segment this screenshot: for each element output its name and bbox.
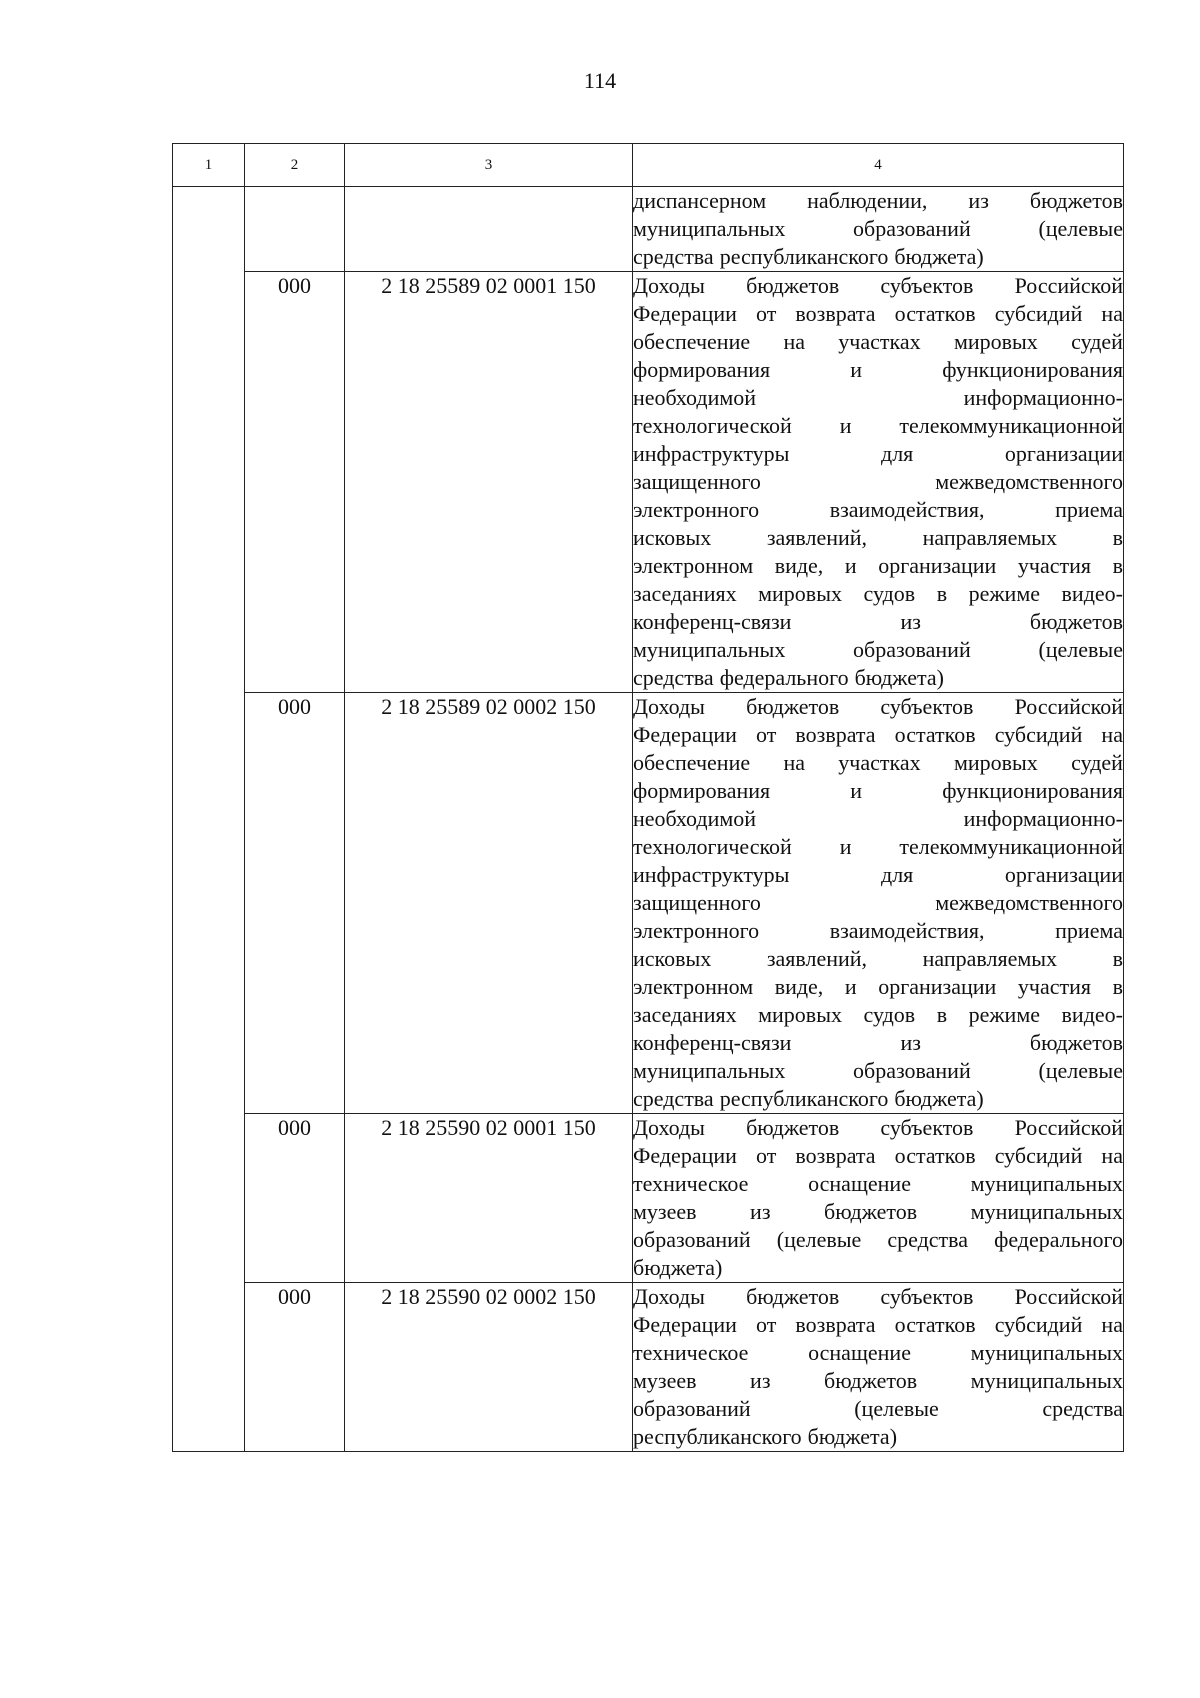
description-word: технологической: [633, 834, 792, 859]
description-word: средства: [633, 1086, 714, 1111]
description-word: средства: [887, 1227, 969, 1252]
description-line: [633, 1114, 1123, 1142]
description-word: образований: [853, 637, 971, 662]
description-line: [633, 1311, 1123, 1339]
description-word: заявлений,: [766, 946, 868, 971]
description-word: для: [881, 441, 914, 466]
description-word: от: [755, 301, 777, 326]
description-word: от: [755, 1312, 777, 1337]
description-line: [633, 1395, 1123, 1423]
description-word: и: [850, 778, 863, 803]
description-line: [633, 1254, 1123, 1282]
description-word: электронном: [633, 553, 754, 578]
column-header-2: 2: [245, 144, 345, 187]
table-row: [173, 187, 1124, 272]
description-word: муниципальных: [633, 637, 786, 662]
description-line: [633, 945, 1123, 973]
description-word: возврата: [795, 1143, 876, 1168]
description-word: остатков: [894, 1143, 976, 1168]
description-word: техническое: [633, 1171, 749, 1196]
description-word: муниципальных: [633, 216, 786, 241]
description-word: технологической: [633, 413, 792, 438]
description-word: формирования: [633, 357, 771, 382]
description-line: [633, 1142, 1123, 1170]
description-word: судов: [863, 581, 916, 606]
description-word: (целевые: [776, 1227, 862, 1252]
description-word: мировых: [758, 1002, 842, 1027]
revenue-code-cell: 2 18 25590 02 0002 150: [345, 1283, 633, 1452]
description-word: от: [755, 1143, 777, 1168]
column-header-1: 1: [173, 144, 245, 187]
description-word: функционирования: [942, 357, 1123, 382]
description-word: Доходы: [633, 273, 705, 298]
description-word: субъектов: [880, 273, 974, 298]
description-word: формирования: [633, 778, 771, 803]
description-word: видео-: [1061, 581, 1123, 606]
description-word: (целевые: [854, 1396, 939, 1421]
description-word: участках: [838, 329, 921, 354]
description-word: субсидий: [994, 1143, 1083, 1168]
description-word: и: [850, 357, 863, 382]
description-word: информационно-: [963, 806, 1123, 831]
description-word: музеев: [633, 1199, 697, 1224]
description-word: информационно-: [963, 385, 1123, 410]
description-word: в: [1112, 553, 1123, 578]
description-line: [633, 524, 1123, 552]
description-word: бюджета): [807, 1424, 898, 1449]
description-line: [633, 917, 1123, 945]
description-line: [633, 1198, 1123, 1226]
description-word: и: [839, 834, 852, 859]
description-word: режиме: [968, 581, 1041, 606]
description-word: федерального: [994, 1227, 1123, 1252]
description-word: межведомственного: [935, 890, 1123, 915]
description-word: остатков: [894, 1312, 976, 1337]
description-line: [633, 552, 1123, 580]
description-word: бюджета): [894, 244, 984, 269]
description-line: [633, 1226, 1123, 1254]
description-word: субъектов: [880, 1284, 974, 1309]
description-line: [633, 356, 1123, 384]
description-word: заседаниях: [633, 581, 737, 606]
description-word: участия: [1017, 974, 1092, 999]
description-line: [633, 1029, 1123, 1057]
description-word: направляемых: [922, 946, 1058, 971]
description-word: образований: [853, 1058, 971, 1083]
description-word: для: [881, 862, 914, 887]
description-line: [633, 1001, 1123, 1029]
description-word: судов: [863, 1002, 916, 1027]
description-word: Федерации: [633, 1143, 737, 1168]
description-word: федерального: [719, 665, 849, 690]
description-word: участия: [1017, 553, 1092, 578]
description-word: образований: [853, 216, 971, 241]
description-line: [633, 300, 1123, 328]
description-word: возврата: [795, 722, 876, 747]
description-word: возврата: [795, 301, 876, 326]
description-word: Российской: [1014, 273, 1123, 298]
description-word: защищенного: [633, 469, 761, 494]
description-word: Федерации: [633, 301, 737, 326]
description-word: из: [900, 1030, 921, 1055]
description-line: [633, 1367, 1123, 1395]
description-word: Доходы: [633, 694, 705, 719]
description-word: электронного: [633, 918, 760, 943]
description-word: на: [1101, 1143, 1123, 1168]
description-word: (целевые: [1038, 216, 1123, 241]
description-line: [633, 580, 1123, 608]
description-word: республиканского: [719, 244, 889, 269]
description-word: организации: [1004, 862, 1123, 887]
description-word: Российской: [1014, 694, 1123, 719]
description-word: муниципальных: [970, 1199, 1123, 1224]
description-cell: [633, 187, 1124, 272]
description-line: [633, 1423, 1123, 1451]
table-row: [173, 1114, 1124, 1283]
description-word: Федерации: [633, 722, 737, 747]
description-word: бюджетов: [1029, 1030, 1123, 1055]
revenue-code-cell: 2 18 25590 02 0001 150: [345, 1114, 633, 1283]
description-word: на: [783, 329, 805, 354]
description-line: [633, 187, 1123, 215]
description-line: [633, 777, 1123, 805]
description-line: [633, 272, 1123, 300]
description-word: остатков: [894, 722, 976, 747]
description-line: [633, 721, 1123, 749]
description-word: приема: [1055, 918, 1123, 943]
description-word: организации: [1004, 441, 1123, 466]
description-word: оснащение: [808, 1171, 911, 1196]
description-word: исковых: [633, 946, 712, 971]
description-word: конференц-связи: [633, 1030, 792, 1055]
description-word: субсидий: [994, 1312, 1083, 1337]
description-word: из: [750, 1368, 771, 1393]
description-line: [633, 215, 1123, 243]
description-line: [633, 1057, 1123, 1085]
description-word: взаимодействия,: [829, 918, 985, 943]
description-word: направляемых: [922, 525, 1058, 550]
description-word: телекоммуникационной: [899, 413, 1123, 438]
description-word: муниципальных: [970, 1340, 1123, 1365]
description-word: видео-: [1061, 1002, 1123, 1027]
admin-code-cell: 000: [245, 272, 345, 693]
description-word: техническое: [633, 1340, 749, 1365]
description-word: заявлений,: [766, 525, 868, 550]
description-word: мировых: [953, 329, 1038, 354]
description-word: средства: [633, 244, 714, 269]
description-word: республиканского: [719, 1086, 889, 1111]
description-word: субъектов: [880, 694, 974, 719]
description-word: функционирования: [942, 778, 1123, 803]
description-word: оснащение: [808, 1340, 911, 1365]
description-word: (целевые: [1038, 637, 1123, 662]
description-word: на: [1101, 722, 1123, 747]
description-word: в: [1112, 525, 1123, 550]
description-word: виде,: [774, 553, 824, 578]
description-line: [633, 384, 1123, 412]
description-line: [633, 1283, 1123, 1311]
description-word: и: [844, 553, 857, 578]
description-word: Доходы: [633, 1284, 705, 1309]
description-cell: [633, 693, 1124, 1114]
description-word: муниципальных: [970, 1171, 1123, 1196]
description-cell: [633, 272, 1124, 693]
description-word: возврата: [795, 1312, 876, 1337]
description-word: межведомственного: [935, 469, 1123, 494]
description-line: [633, 973, 1123, 1001]
description-word: исковых: [633, 525, 712, 550]
description-line: [633, 468, 1123, 496]
description-word: режиме: [968, 1002, 1041, 1027]
table-body: [173, 187, 1124, 1452]
description-line: [633, 243, 1123, 271]
description-word: в: [1112, 974, 1123, 999]
description-line: [633, 805, 1123, 833]
description-word: субсидий: [994, 722, 1083, 747]
description-word: конференц-связи: [633, 609, 792, 634]
description-word: бюджета): [894, 1086, 984, 1111]
description-word: бюджетов: [1029, 609, 1123, 634]
description-word: обеспечение: [633, 750, 751, 775]
description-word: и: [844, 974, 857, 999]
description-line: [633, 496, 1123, 524]
description-word: бюджета): [854, 665, 944, 690]
description-word: мировых: [758, 581, 842, 606]
page-number: 114: [583, 68, 617, 93]
description-word: бюджетов: [824, 1199, 918, 1224]
description-word: наблюдении,: [807, 188, 928, 213]
description-word: (целевые: [1038, 1058, 1123, 1083]
revenue-code-cell: [345, 187, 633, 272]
description-word: образований: [633, 1396, 751, 1421]
description-line: [633, 608, 1123, 636]
description-word: электронного: [633, 497, 760, 522]
description-word: бюджетов: [824, 1368, 918, 1393]
description-word: необходимой: [633, 806, 757, 831]
description-word: из: [750, 1199, 771, 1224]
admin-code-cell: 000: [245, 693, 345, 1114]
column-header-3: 3: [345, 144, 633, 187]
description-word: субсидий: [994, 301, 1083, 326]
description-word: Доходы: [633, 1115, 705, 1140]
admin-code-cell: 000: [245, 1283, 345, 1452]
table-header-row: [173, 144, 1124, 187]
admin-code-cell: [245, 187, 345, 272]
description-word: инфраструктуры: [633, 862, 790, 887]
description-word: судей: [1071, 329, 1123, 354]
description-word: муниципальных: [633, 1058, 786, 1083]
description-line: [633, 664, 1123, 692]
description-word: в: [936, 1002, 948, 1027]
description-line: [633, 328, 1123, 356]
table-row: [173, 693, 1124, 1114]
description-line: [633, 861, 1123, 889]
description-word: бюджетов: [746, 1284, 840, 1309]
description-line: [633, 1170, 1123, 1198]
description-word: судей: [1071, 750, 1123, 775]
description-word: участках: [838, 750, 921, 775]
description-word: бюджетов: [1029, 188, 1123, 213]
description-line: [633, 440, 1123, 468]
budget-table: [172, 143, 1124, 1452]
description-word: защищенного: [633, 890, 761, 915]
description-word: диспансерном: [633, 188, 767, 213]
description-line: [633, 693, 1123, 721]
description-word: от: [755, 722, 777, 747]
description-word: в: [1112, 946, 1123, 971]
description-word: необходимой: [633, 385, 757, 410]
description-cell: [633, 1114, 1124, 1283]
column-header-4: 4: [633, 144, 1124, 187]
description-word: электронном: [633, 974, 754, 999]
description-line: [633, 636, 1123, 664]
description-word: образований: [633, 1227, 751, 1252]
description-word: Федерации: [633, 1312, 737, 1337]
description-word: из: [968, 188, 989, 213]
description-word: музеев: [633, 1368, 697, 1393]
description-line: [633, 833, 1123, 861]
admin-code-cell: 000: [245, 1114, 345, 1283]
description-line: [633, 749, 1123, 777]
description-word: взаимодействия,: [829, 497, 985, 522]
description-word: мировых: [953, 750, 1038, 775]
description-word: приема: [1055, 497, 1123, 522]
description-word: Российской: [1014, 1115, 1123, 1140]
table-row: [173, 272, 1124, 693]
description-word: заседаниях: [633, 1002, 737, 1027]
description-word: в: [936, 581, 948, 606]
description-line: [633, 1339, 1123, 1367]
revenue-code-cell: 2 18 25589 02 0002 150: [345, 693, 633, 1114]
description-word: средства: [633, 665, 714, 690]
description-word: на: [1101, 1312, 1123, 1337]
description-word: виде,: [774, 974, 824, 999]
description-word: на: [783, 750, 805, 775]
table-row: [173, 1283, 1124, 1452]
description-word: организации: [878, 974, 997, 999]
description-line: [633, 889, 1123, 917]
description-word: муниципальных: [970, 1368, 1123, 1393]
description-word: обеспечение: [633, 329, 751, 354]
column-1-cell: [173, 187, 245, 1452]
description-word: телекоммуникационной: [899, 834, 1123, 859]
description-word: на: [1101, 301, 1123, 326]
description-word: средства: [1042, 1396, 1123, 1421]
description-word: бюджетов: [746, 694, 840, 719]
description-word: бюджета): [633, 1255, 723, 1280]
description-line: [633, 1085, 1123, 1113]
description-word: субъектов: [880, 1115, 974, 1140]
description-line: [633, 412, 1123, 440]
description-word: из: [900, 609, 921, 634]
description-word: Российской: [1014, 1284, 1123, 1309]
description-word: бюджетов: [746, 273, 840, 298]
description-word: организации: [878, 553, 997, 578]
description-word: бюджетов: [746, 1115, 840, 1140]
description-word: республиканского: [633, 1424, 802, 1449]
description-word: остатков: [894, 301, 976, 326]
revenue-code-cell: 2 18 25589 02 0001 150: [345, 272, 633, 693]
description-cell: [633, 1283, 1124, 1452]
description-word: инфраструктуры: [633, 441, 790, 466]
description-word: и: [839, 413, 852, 438]
